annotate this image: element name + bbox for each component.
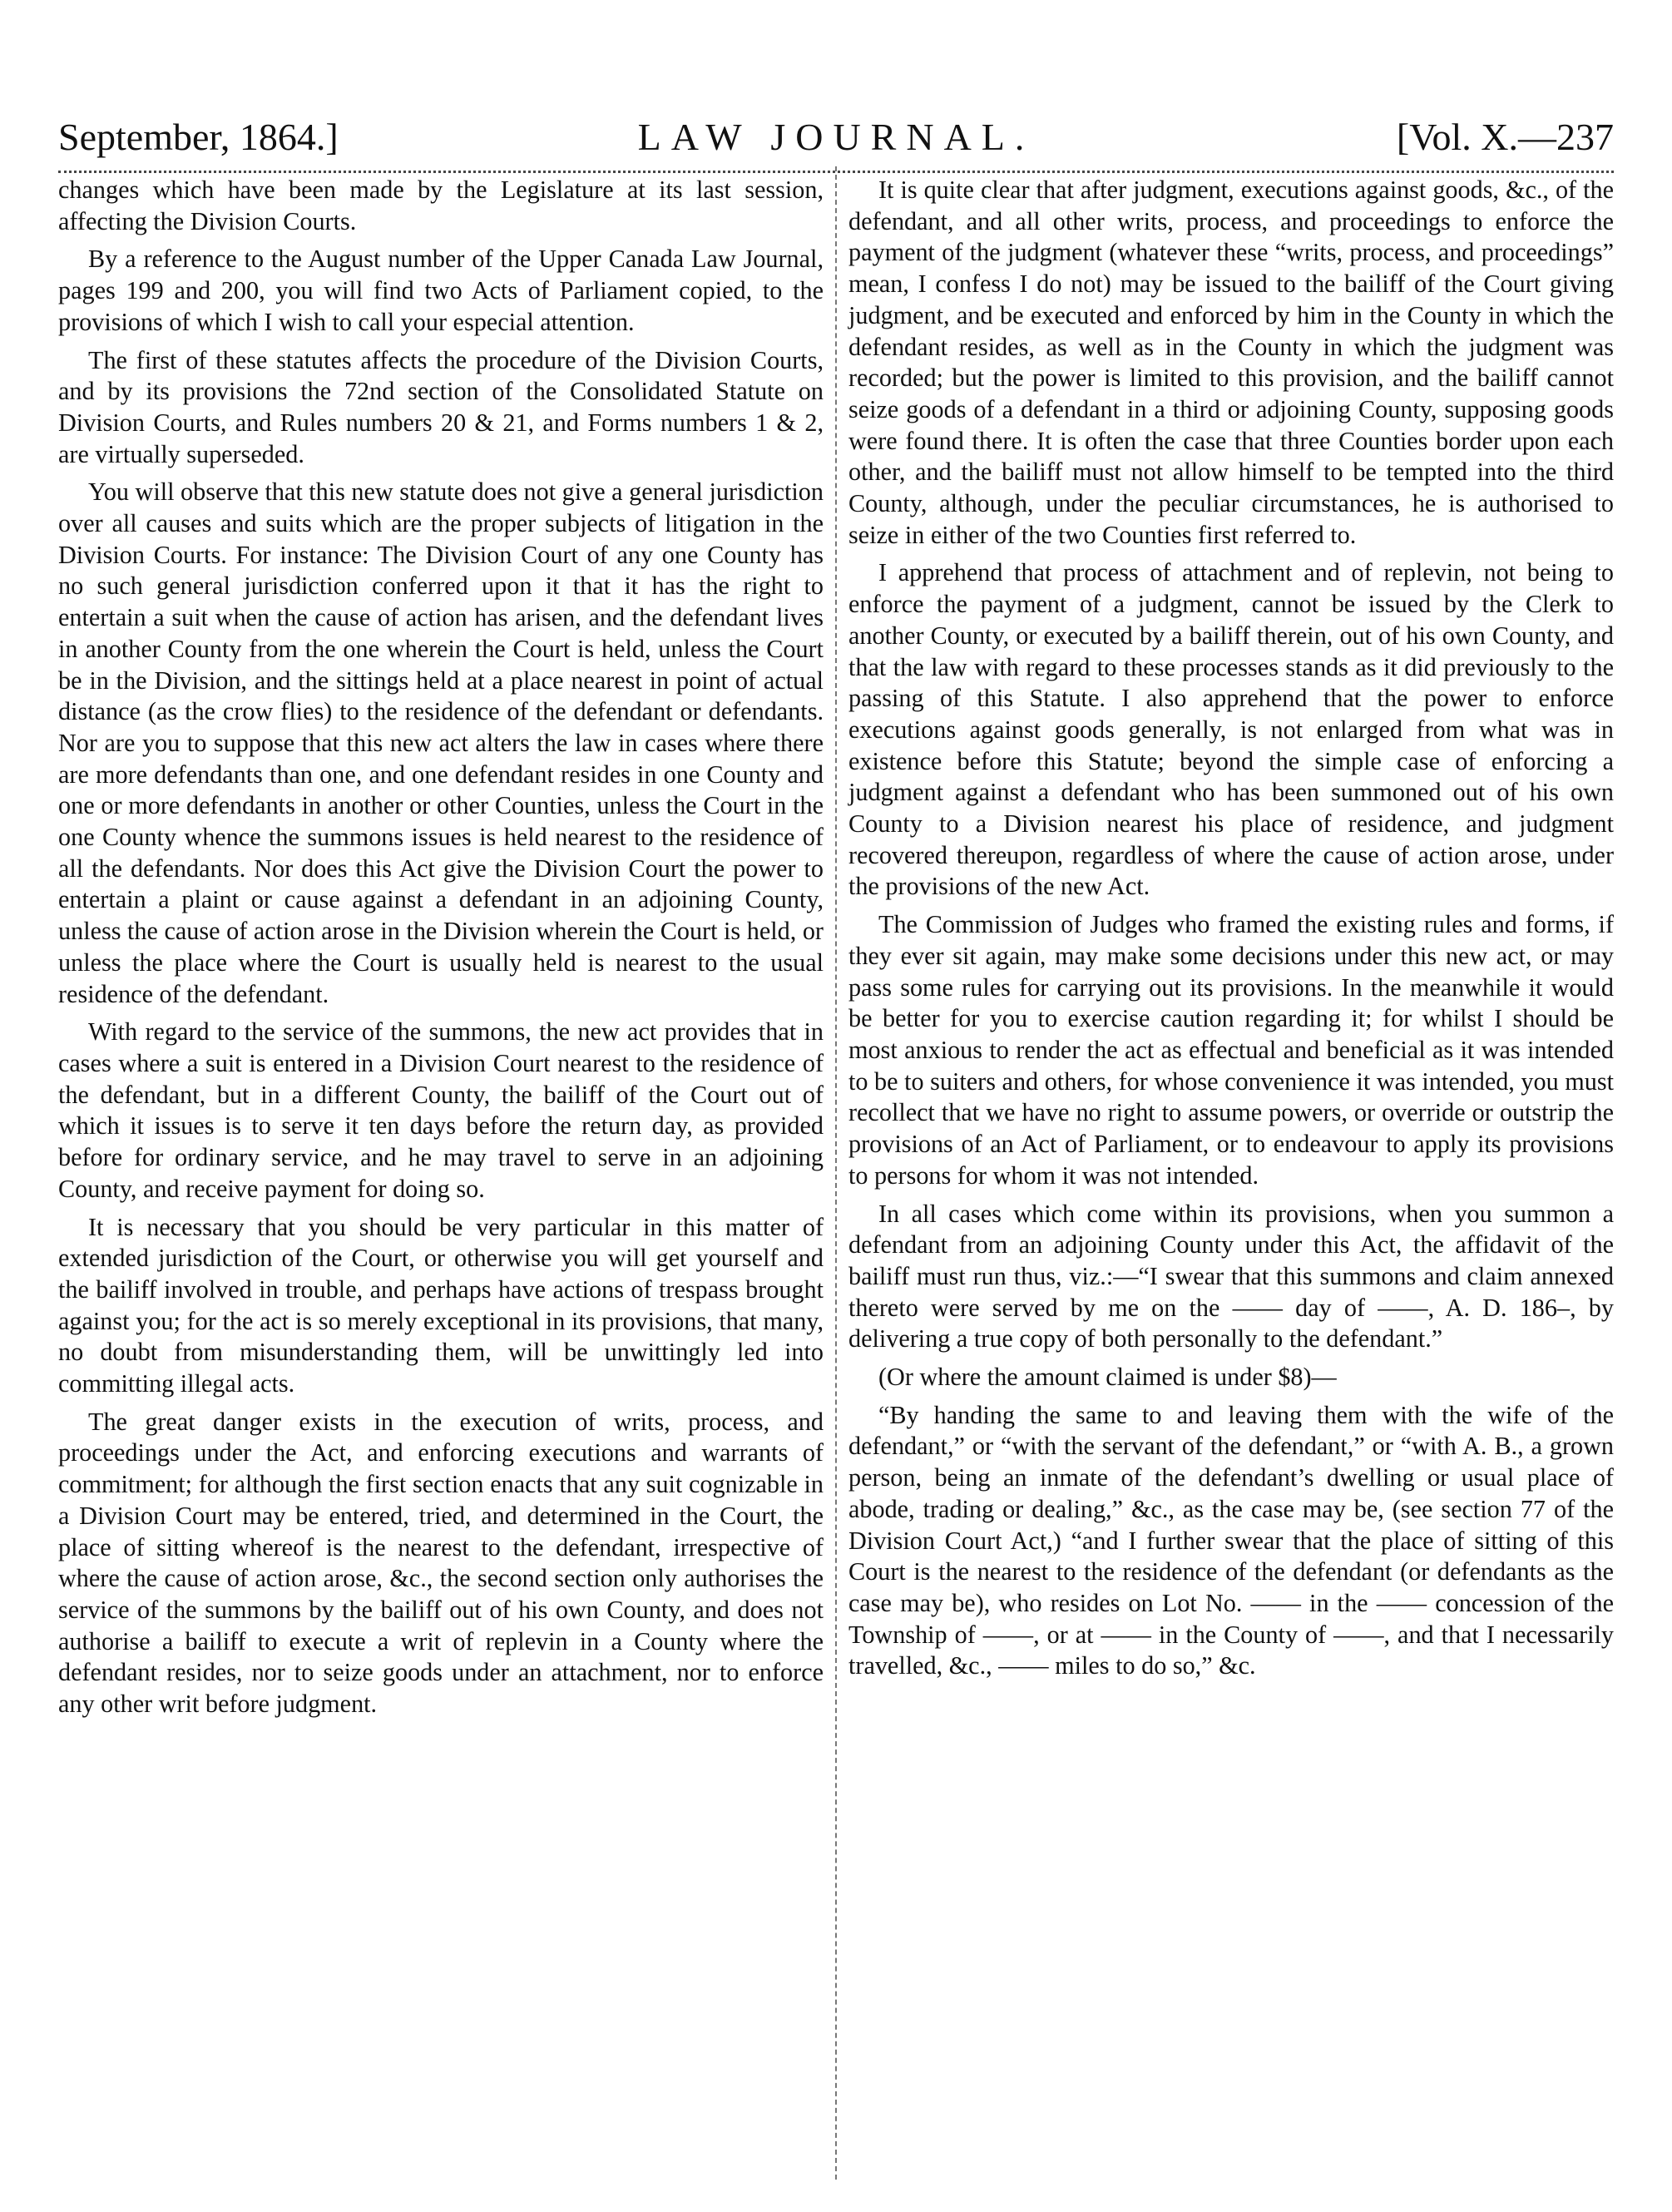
paragraph: The Commission of Judges who framed the existing rules and forms, if they ever sit again, may make some decisions under this new act, or may pass some rules for carrying out its provisions. In the meanwhile it would be better for you to exercise caution regarding it; for whilst I should be most anxious to render the act as effectual and beneficial as it was intended to be to suiters and others, for whose convenience it was intended, you must recollect that we have no right to assume powers, or override or outstrip the provisions of an Act of Parliament, or to endeavour to apply its provisions to persons for whom it was not intended. — [848, 910, 1614, 1190]
issue-date: September, 1864.] — [58, 116, 339, 158]
paragraph: The first of these statutes affects the procedure of the Division Courts, and by its provisions the 72nd section of the Consolidated Statute on Division Courts, and Rules numbers 20 & 21, and Forms numbers 1 & 2, are virtually superseded. — [58, 345, 824, 468]
right-column — [848, 175, 1614, 1689]
paragraph: (Or where the amount claimed is under $8)— — [878, 1363, 1337, 1392]
paragraph: In all cases which come within its provisions, when you summon a defendant from an adjoining County under this Act, the affidavit of the bailiff must run thus, viz.:—“I swear that this summons and claim annexed thereto were served by me on the —— day of ——, A. D. 186–, by delivering a true copy of both personally to the defendant.” — [848, 1199, 1614, 1353]
left-column — [58, 175, 824, 1727]
volume-page-number: [Vol. X.—237 — [1396, 116, 1614, 158]
paragraph: changes which have been made by the Legislature at its last session, affecting the Division Courts. — [58, 176, 824, 235]
paragraph: It is quite clear that after judgment, executions against goods, &c., of the defendant, and all other writs, process, and proceedings to enforce the payment of the judgment (whatever these “writs, process, and proceedings” mean, I confess I do not) may be issued to the bailiff of the Court giving judgment, and be executed and enforced by him in the County in which the defendant resides, as well as in the County in which the judgment was recorded; but the power is limited to this provision, and the bailiff cannot seize goods of a defendant in a third or adjoining County, supposing goods were found there. It is often the case that three Counties border upon each other, and the bailiff must not allow himself to be tempted into the third County, although, under the peculiar circumstances, he is authorised to seize in either of the two Counties first referred to. — [848, 176, 1614, 549]
paragraph: The great danger exists in the execution of writs, process, and proceedings under the Act, and enforcing executions and warrants of commitment; for although the first section enacts that any suit cognizable in a Division Court may be entered, tried, and determined in the Court, the place of sitting whereof is the nearest to the defendant, irrespective of where the cause of action arose, &c., the second section only authorises the service of the summons by the bailiff out of his own County, and does not authorise a bailiff to execute a writ of replevin in a County where the defendant resides, nor to seize goods under an attachment, nor to enforce any other writ before judgment. — [58, 1407, 824, 1719]
column-divider — [835, 166, 837, 2180]
paragraph: It is necessary that you should be very particular in this matter of extended jurisdiction of the Court, or otherwise you will get yourself and the bailiff involved in trouble, and perhaps have actions of trespass brought against you; for the act is so merely exceptional in its provisions, that many, no doubt from misunderstanding them, will be unwittingly led into committing illegal acts. — [58, 1212, 824, 1398]
journal-title: LAW JOURNAL. — [637, 116, 1035, 158]
paragraph: By a reference to the August number of the Upper Canada Law Journal, pages 199 and 200, you will find two Acts of Parliament copied, to the provisions of which I wish to call your especial attention. — [58, 245, 824, 336]
running-head — [58, 108, 1614, 166]
paragraph: With regard to the service of the summons, the new act provides that in cases where a suit is entered in a Division Court nearest to the residence of the defendant, but in a different County, the bailiff of the Court out of which it issues is to serve it ten days before the return day, as provided before for ordinary service, and he may travel to serve in an adjoining County, and receive payment for doing so. — [58, 1017, 824, 1203]
paragraph: “By handing the same to and leaving them with the wife of the defendant,” or “with the servant of the defendant,” or “with A. B., a grown person, being an inmate of the defendant’s dwelling or usual place of abode, trading or dealing,” &c., as the case may be, (see section 77 of the Division Court Act,) “and I further swear that the place of sitting of this Court is the nearest to the residence of the defendant (or defendants as the case may be), who resides on Lot No. —— in the —— concession of the Township of ——, or at —— in the County of ——, and that I necessarily travelled, &c., —— miles to do so,” &c. — [848, 1400, 1614, 1680]
paragraph: You will observe that this new statute does not give a general jurisdiction over all causes and suits which are the proper subjects of litigation in the Division Courts. For instance: The Division Court of any one County has no such general jurisdiction conferred upon it that it has the right to entertain a suit when the cause of action has arisen, and the defendant lives in another County from the one wherein the Court is held, unless the Court be in the Division, and the sittings held at a place nearest in point of actual distance (as the crow flies) to the residence of the defendant or defendants. Nor are you to suppose that this new act alters the law in cases where there are more defendants than one, and one defendant resides in one County and one or more defendants in another or other Counties, unless the Court in the one County whence the summons issues is held nearest to the residence of all the defendants. Nor does this Act give the Division Court the power to entertain a plaint or cause against a defendant in an adjoining County, unless the cause of action arose in the Division wherein the Court is held, or unless the place where the Court is usually held is nearest to the usual residence of the defendant. — [58, 478, 824, 1008]
journal-page — [58, 50, 1614, 2180]
paragraph: I apprehend that process of attachment and of replevin, not being to enforce the payment of a judgment, cannot be issued by the Clerk to another County, or executed by a bailiff therein, out of his own County, and that the law with regard to these processes stands as it did previously to the passing of this Statute. I also apprehend that the power to enforce executions against goods generally, is not enlarged from what was in existence before this Statute; beyond the simple case of enforcing a judgment against a defendant who has been summoned out of his own County to a Division nearest his place of residence, and judgment recovered thereupon, regardless of where the cause of action arose, under the provisions of the new Act. — [848, 558, 1614, 901]
